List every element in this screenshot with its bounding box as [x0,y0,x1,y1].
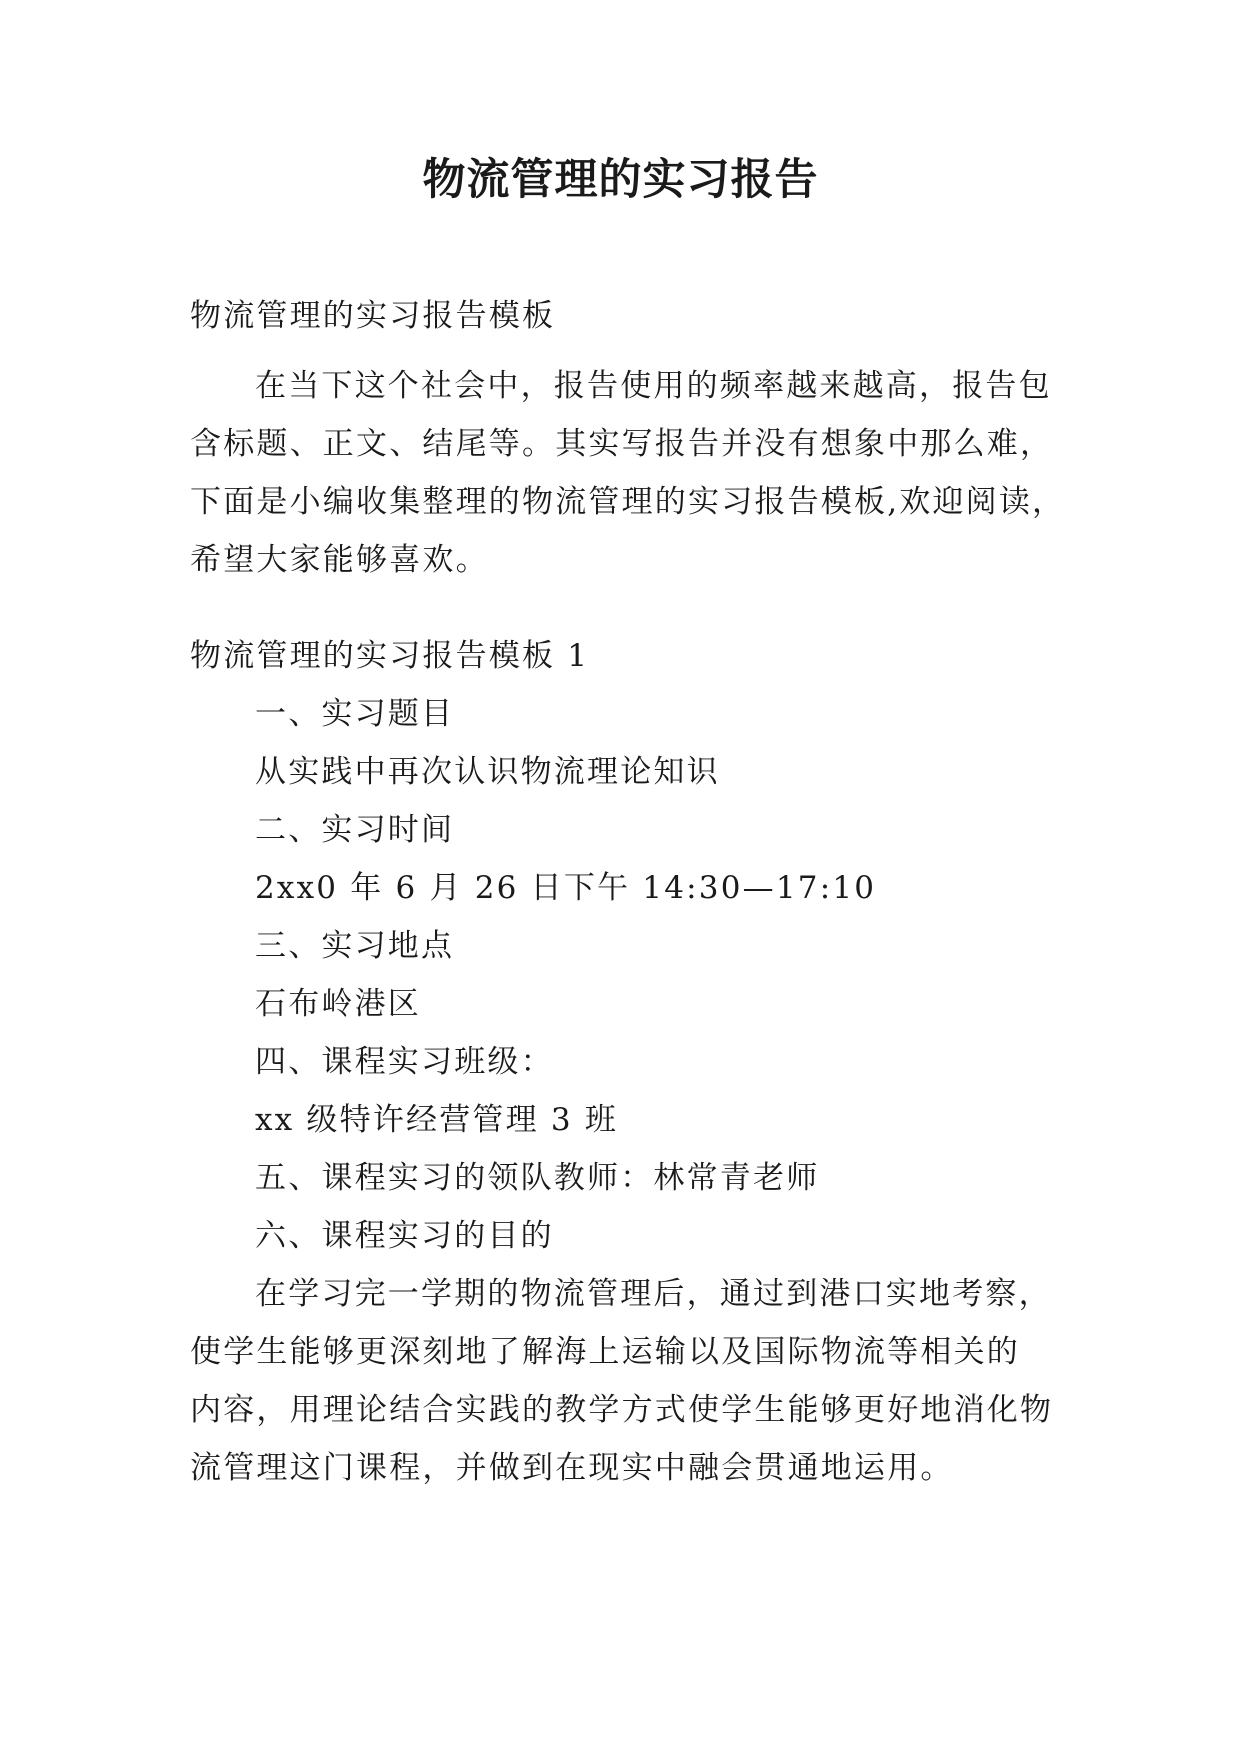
list-item: 六、课程实习的目的 [255,1218,554,1254]
list-item: 从实践中再次认识物流理论知识 [255,754,720,790]
intro-line: 下面是小编收集整理的物流管理的实习报告模板,欢迎阅读， [190,484,1066,520]
purpose-line: 内容，用理论结合实践的教学方式使学生能够更好地消化物 [190,1392,1054,1428]
purpose-line: 使学生能够更深刻地了解海上运输以及国际物流等相关的 [190,1334,1020,1370]
purpose-line: 在学习完一学期的物流管理后，通过到港口实地考察， [255,1276,1052,1312]
list-item: 2xx0 年 6 月 26 日下午 14:30—17:10 [255,870,877,906]
list-item: 一、实习题目 [255,696,455,732]
list-item: 石布岭港区 [255,986,421,1022]
list-item: xx 级特许经营管理 3 班 [255,1102,619,1138]
section-heading: 物流管理的实习报告模板 1 [190,638,590,674]
list-item: 三、实习地点 [255,928,455,964]
intro-line: 在当下这个社会中，报告使用的频率越来越高，报告包 [255,368,1052,404]
list-item: 五、课程实习的领队教师：林常青老师 [255,1160,820,1196]
intro-line: 含标题、正文、结尾等。其实写报告并没有想象中那么难， [190,426,1054,462]
list-item: 二、实习时间 [255,812,455,848]
document-subtitle: 物流管理的实习报告模板 [190,298,556,334]
document-title: 物流管理的实习报告 [422,155,819,205]
purpose-line: 流管理这门课程，并做到在现实中融会贯通地运用。 [190,1450,954,1486]
list-item: 四、课程实习班级： [255,1044,554,1080]
intro-line: 希望大家能够喜欢。 [190,542,489,578]
